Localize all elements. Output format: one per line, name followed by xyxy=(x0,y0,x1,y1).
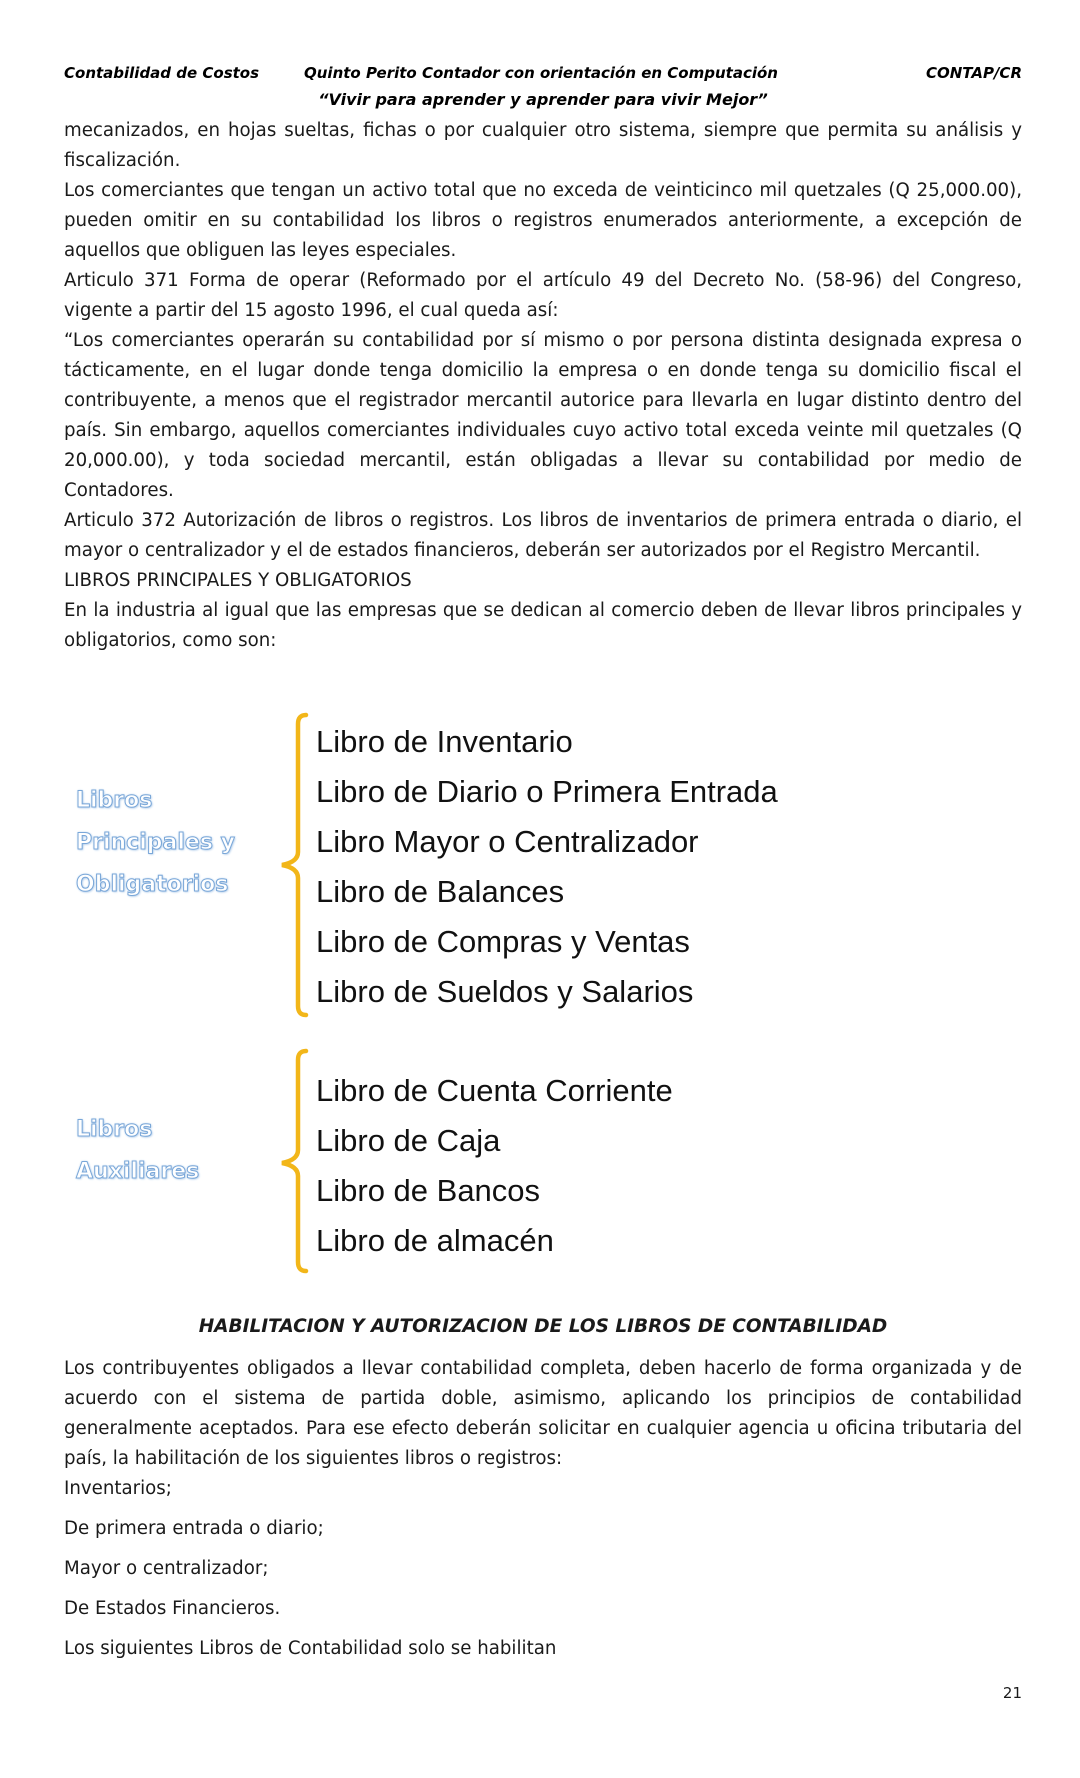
header-course: Quinto Perito Contador con orientación en Computación xyxy=(304,64,778,82)
list-item: Libro de Caja xyxy=(316,1123,501,1158)
header-motto: “Vivir para aprender y aprender para vivir Mejor” xyxy=(318,90,768,109)
list-item: Libro de Cuenta Corriente xyxy=(316,1073,673,1108)
paragraph: Articulo 372 Autorización de libros o registros. Los libros de inventarios de primera entrada o diario, el mayor o centralizador y el de estados financieros, deberán ser autorizados por el Registro Mercantil. xyxy=(64,510,1022,561)
paragraph: Los comerciantes que tengan un activo total que no exceda de veinticinco mil quetzales (Q 25,000.00), pueden omitir en su contabilidad los libros o registros enumerados anteriormente, a excepción de aquellos que obliguen las leyes especiales. xyxy=(64,180,1022,261)
registers-list xyxy=(64,1474,1022,1674)
paragraph: En la industria al igual que las empresas que se dedican al comercio deben de llevar libros principales y obligatorios, como son: xyxy=(64,600,1022,651)
section-heading: LIBROS PRINCIPALES Y OBLIGATORIOS xyxy=(64,570,412,591)
header-code: CONTAP/CR xyxy=(925,64,1022,82)
diagram-auxiliary-label xyxy=(76,1109,199,1193)
paragraph: mecanizados, en hojas sueltas, fichas o por cualquier otro sistema, siempre que permita su análisis y fiscalización. xyxy=(64,120,1022,171)
paragraph: Los contribuyentes obligados a llevar contabilidad completa, deben hacerlo de forma organizada y de acuerdo con el sistema de partida doble, asimismo, aplicando los principios de contabilidad generalmente aceptados. Para ese efecto deberán solicitar en cualquier agencia u oficina tributaria del país, la habilitación de los siguientes libros o registros: xyxy=(64,1358,1022,1469)
diagram-principal-label xyxy=(76,780,235,906)
list-item: Libro de Balances xyxy=(316,874,565,909)
section-paragraph xyxy=(64,1354,1022,1474)
label-line: Auxiliares xyxy=(76,1159,200,1184)
list-item: Libro de Sueldos y Salarios xyxy=(316,974,694,1009)
principal-books-list xyxy=(316,717,778,1017)
label-line: Libros xyxy=(76,1117,153,1142)
label-line: Principales y xyxy=(76,830,235,855)
auxiliary-books-list xyxy=(316,1066,673,1266)
list-item: De primera entrada o diario; xyxy=(64,1518,324,1539)
body-text xyxy=(64,116,1022,656)
list-item: Inventarios; xyxy=(64,1478,172,1499)
list-item: Libro de Compras y Ventas xyxy=(316,924,690,959)
paragraph: “Los comerciantes operarán su contabilidad por sí mismo o por persona distinta designada expresa o tácticamente, en el lugar donde tenga domicilio la empresa o en donde tenga su domicilio fiscal el contribuyente, a menos que el registrador mercantil autorice para llevarla en lugar distinto dentro del país. Sin embargo, aquellos comerciantes individuales cuyo activo total exceda veinte mil quetzales (Q 20,000.00), y toda sociedad mercantil, están obligadas a llevar su contabilidad por medio de Contadores. xyxy=(64,330,1022,501)
brace-principal xyxy=(276,712,316,1018)
label-line: Obligatorios xyxy=(76,872,229,897)
header-subject: Contabilidad de Costos xyxy=(64,64,260,82)
section-title: HABILITACION Y AUTORIZACION DE LOS LIBROS DE CONTABILIDAD xyxy=(198,1316,888,1337)
list-item: Libro de Bancos xyxy=(316,1173,541,1208)
list-item: Los siguientes Libros de Contabilidad solo se habilitan xyxy=(64,1638,557,1659)
list-item: Libro de almacén xyxy=(316,1223,554,1258)
label-line: Libros xyxy=(76,788,153,813)
list-item: Libro de Diario o Primera Entrada xyxy=(316,774,778,809)
page-number: 21 xyxy=(1002,1684,1022,1702)
list-item: Mayor o centralizador; xyxy=(64,1558,269,1579)
list-item: Libro Mayor o Centralizador xyxy=(316,824,699,859)
list-item: Libro de Inventario xyxy=(316,724,573,759)
paragraph: Articulo 371 Forma de operar (Reformado por el artículo 49 del Decreto No. (58-96) del Congreso, vigente a partir del 15 agosto 1996, el cual queda así: xyxy=(64,270,1022,321)
brace-auxiliary xyxy=(276,1048,316,1274)
list-item: De Estados Financieros. xyxy=(64,1598,281,1619)
